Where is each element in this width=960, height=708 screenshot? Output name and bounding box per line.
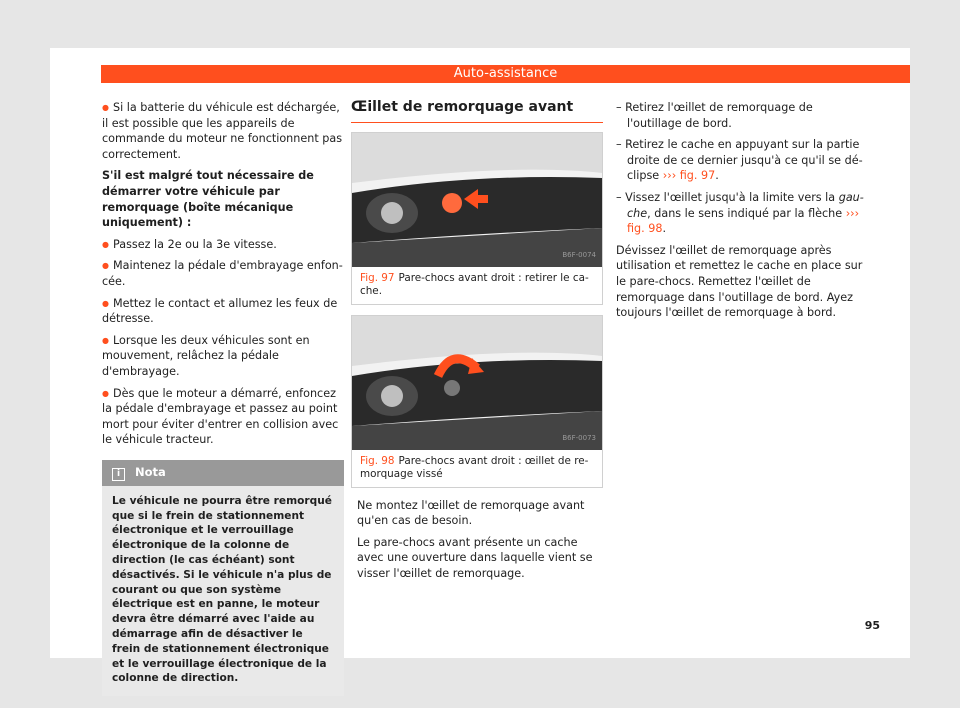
- section-header: Auto-assistance: [101, 65, 910, 83]
- page-number: 95: [864, 619, 880, 632]
- figure-caption-text: Pare-chocs avant droit : retirer le cache.: [360, 271, 589, 297]
- nota-header: [102, 460, 344, 486]
- step-text: , dans le sens indiqué par la flèche: [647, 206, 843, 220]
- figure-number: Fig. 97: [360, 271, 395, 284]
- figure-97: [351, 132, 603, 305]
- step-item: – Vissez l'œillet jusqu'à la limite vers la gauche, dans le sens indiqué par la flèche ››› fig. 98.: [616, 190, 864, 237]
- section-title: Œillet de remorquage avant: [351, 100, 603, 123]
- figure-code: B6F-0073: [562, 434, 596, 442]
- figure-link[interactable]: ››› fig. 97: [662, 169, 716, 183]
- nota-text: Le véhicule ne pourra être remorqué que si le frein de stationnement électronique et le verrouillage électronique de la colonne de direction (le cas échéant) sont désactivés. Si le véhicule n'a plus de courant ou que son système électrique est en panne, le moteur devra être démarré avec l'aide au démarrage afin de désactiver le frein de stationnement électronique et le verrouillage électronique de la colonne de direction.: [112, 494, 332, 685]
- column-middle: [351, 100, 603, 588]
- list-item: ● Passez la 2e ou la 3e vitesse.: [102, 237, 344, 253]
- nota-title: Nota: [135, 464, 166, 479]
- bumper-photo: [352, 133, 602, 267]
- figure-number: Fig. 98: [360, 454, 395, 467]
- intro-bullet: ● Si la batterie du véhicule est déchargée, il est possible que les appareils de commande du moteur ne fonctionnent pas correctement.: [102, 100, 344, 162]
- manual-page: [50, 48, 910, 685]
- figure-caption: [352, 267, 602, 304]
- nota-box: [102, 460, 344, 696]
- info-icon: i: [112, 468, 125, 481]
- list-item: ● Lorsque les deux véhicules sont en mouvement, relâchez la pédale d'embrayage.: [102, 333, 344, 380]
- paragraph: Ne montez l'œillet de remorquage avant qu'en cas de besoin.: [357, 498, 585, 528]
- list-item: ● Maintenez la pédale d'embrayage enfoncée.: [102, 258, 344, 289]
- figure-98: [351, 315, 603, 488]
- step-italic: gauche: [627, 190, 864, 220]
- figure-caption: [352, 450, 602, 487]
- bumper-illustration: [352, 316, 602, 450]
- closing-paragraph: Dévissez l'œillet de remorquage après utilisation et remettez le cache en place sur le pare-chocs. Remettez l'œillet de remorquage dans l'outillage de bord. Ayez toujours l'œillet de remorquage à bord.: [616, 243, 863, 320]
- column-right: [616, 100, 864, 327]
- step-item: – Retirez le cache en appuyant sur la partie droite de ce dernier jusqu'à ce qu'il se déclipse ››› fig. 97.: [616, 137, 864, 184]
- step-text: Vissez l'œillet jusqu'à la limite vers la: [625, 190, 836, 204]
- bold-intro: S'il est malgré tout nécessaire de démarrer votre véhicule par remorquage (boîte mécanique uniquement) :: [102, 169, 314, 230]
- figure-code: B6F-0074: [562, 251, 596, 259]
- bumper-photo: [352, 316, 602, 450]
- bumper-illustration: [352, 133, 602, 267]
- column-left: [102, 100, 344, 696]
- list-item: ● Mettez le contact et allumez les feux de détresse.: [102, 296, 344, 327]
- step-item: – Retirez l'œillet de remorquage de l'outillage de bord.: [616, 100, 864, 131]
- figure-caption-text: Pare-chocs avant droit : œillet de remorquage vissé: [360, 454, 589, 480]
- figure-link[interactable]: ››› fig. 98: [627, 206, 860, 236]
- step-text: Retirez le cache en appuyant sur la partie droite de ce dernier jusqu'à ce qu'il se déclipse: [625, 138, 863, 183]
- paragraph: Le pare-chocs avant présente un cache avec une ouverture dans laquelle vient se visser l'œillet de remorquage.: [357, 535, 593, 580]
- list-item: ● Dès que le moteur a démarré, enfoncez la pédale d'embrayage et passez au point mort pour éviter d'entrer en collision avec le véhicule tracteur.: [102, 386, 344, 448]
